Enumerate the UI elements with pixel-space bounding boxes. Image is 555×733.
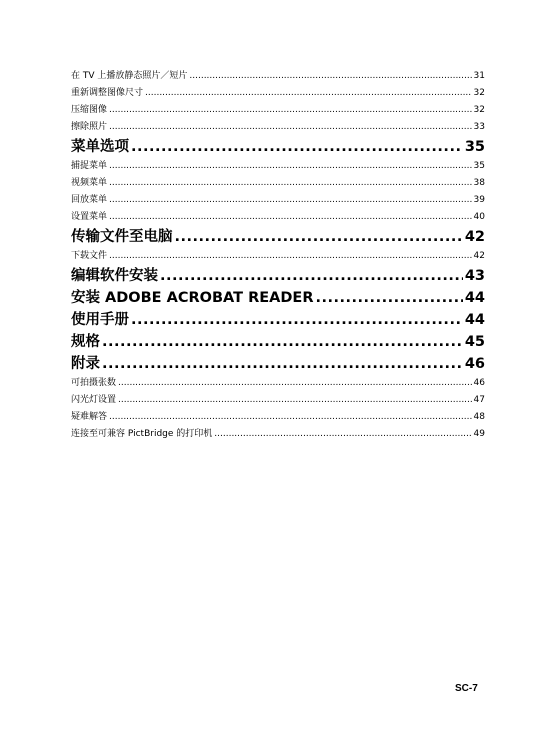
- toc-entry[interactable]: [71, 248, 485, 265]
- toc-entry-page: 38: [473, 178, 485, 188]
- toc-entry-page: 42: [473, 251, 485, 261]
- toc-entry-title: 擦除照片: [71, 122, 108, 132]
- toc-entry-title: 重新调整图像尺寸: [71, 88, 144, 98]
- dot-leader: [109, 192, 472, 209]
- toc-section[interactable]: [71, 309, 485, 331]
- toc-entry[interactable]: [71, 375, 485, 392]
- dot-leader: [315, 287, 462, 309]
- toc-section-page: 43: [464, 268, 485, 284]
- toc-section-title: 菜单选项: [71, 139, 129, 155]
- toc-entry-title: 设置菜单: [71, 212, 108, 222]
- toc-entry-page: 32: [473, 105, 485, 115]
- toc-entry-title: 下载文件: [71, 251, 108, 261]
- toc-section-title: 附录: [71, 356, 100, 372]
- toc-section[interactable]: [71, 226, 485, 248]
- toc-section-page: 46: [464, 356, 485, 372]
- toc-section-title: 规格: [71, 334, 100, 350]
- toc-entry-title: 闪光灯设置: [71, 395, 117, 405]
- toc-entry[interactable]: [71, 85, 485, 102]
- toc-entry-title: 连接至可兼容 PictBridge 的打印机: [71, 429, 213, 439]
- dot-leader: [145, 85, 472, 102]
- toc-entry-title: 回放菜单: [71, 195, 108, 205]
- dot-leader: [109, 102, 472, 119]
- toc-section-title: 使用手册: [71, 312, 129, 328]
- toc-entry-title: 可拍摄张数: [71, 378, 117, 388]
- dot-leader: [118, 375, 472, 392]
- toc-entry-page: 47: [473, 395, 485, 405]
- toc-entry-page: 40: [473, 212, 485, 222]
- dot-leader: [109, 175, 472, 192]
- toc-section-page: 42: [464, 229, 485, 245]
- toc-entry-title: 压缩图像: [71, 105, 108, 115]
- toc-entry-page: 31: [473, 71, 485, 81]
- dot-leader: [102, 353, 463, 375]
- toc-entry-page: 35: [473, 161, 485, 171]
- toc-entry[interactable]: [71, 409, 485, 426]
- toc-section-page: 44: [464, 290, 485, 306]
- toc-entry[interactable]: [71, 426, 485, 443]
- toc-section-title: 安装 ADOBE ACROBAT READER: [71, 290, 314, 306]
- toc-entry-page: 33: [473, 122, 485, 132]
- dot-leader: [109, 158, 472, 175]
- toc-entry[interactable]: [71, 392, 485, 409]
- toc-entry[interactable]: [71, 192, 485, 209]
- dot-leader: [214, 426, 471, 443]
- toc-section-title: 编辑软件安装: [71, 268, 158, 284]
- toc-entry-page: 49: [473, 429, 485, 439]
- toc-entry-title: 疑难解答: [71, 412, 108, 422]
- toc-section[interactable]: [71, 287, 485, 309]
- toc-section[interactable]: [71, 353, 485, 375]
- toc-section-title: 传输文件至电脑: [71, 229, 173, 245]
- dot-leader: [131, 309, 463, 331]
- dot-leader: [109, 248, 472, 265]
- table-of-contents: [71, 68, 485, 443]
- toc-entry[interactable]: [71, 102, 485, 119]
- toc-section[interactable]: [71, 265, 485, 287]
- toc-entry-page: 48: [473, 412, 485, 422]
- dot-leader: [131, 136, 463, 158]
- dot-leader: [109, 409, 472, 426]
- toc-section[interactable]: [71, 136, 485, 158]
- toc-section-page: 35: [464, 139, 485, 155]
- dot-leader: [102, 331, 463, 353]
- toc-entry-page: 39: [473, 195, 485, 205]
- dot-leader: [118, 392, 472, 409]
- dot-leader: [109, 209, 472, 226]
- toc-entry-title: 捕捉菜单: [71, 161, 108, 171]
- toc-entry[interactable]: [71, 119, 485, 136]
- toc-entry[interactable]: [71, 175, 485, 192]
- toc-section-page: 45: [464, 334, 485, 350]
- page-number: SC-7: [455, 683, 478, 694]
- toc-section-page: 44: [464, 312, 485, 328]
- toc-entry-page: 46: [473, 378, 485, 388]
- toc-section[interactable]: [71, 331, 485, 353]
- dot-leader: [189, 68, 471, 85]
- toc-entry-page: 32: [473, 88, 485, 98]
- toc-entry-title: 视频菜单: [71, 178, 108, 188]
- toc-entry[interactable]: [71, 209, 485, 226]
- toc-entry[interactable]: [71, 68, 485, 85]
- toc-entry-title: 在 TV 上播放静态照片／短片: [71, 71, 188, 81]
- dot-leader: [175, 226, 463, 248]
- dot-leader: [109, 119, 472, 136]
- dot-leader: [160, 265, 463, 287]
- toc-entry[interactable]: [71, 158, 485, 175]
